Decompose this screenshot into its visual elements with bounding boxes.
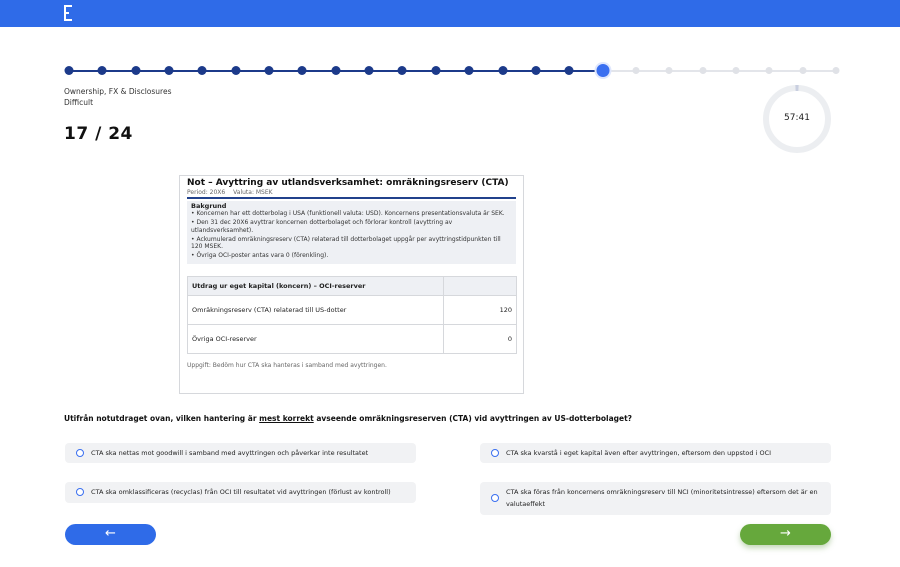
note-subheader: [187, 189, 516, 199]
progress-step: [398, 66, 407, 75]
radio-icon[interactable]: [491, 494, 499, 502]
progress-step: [833, 67, 840, 74]
table-cell-label: Övriga OCI-reserver: [188, 325, 444, 354]
background-bullet: • Övriga OCI-poster antas vara 0 (förenkling).: [191, 252, 329, 259]
progress-step: [465, 66, 474, 75]
top-bar: [0, 0, 900, 27]
next-button[interactable]: [740, 524, 831, 545]
table-cell-value: 120: [444, 296, 517, 325]
answer-option-label: CTA ska föras från koncernens omräkningsreserv till NCI (minoritetsintresse) eftersom det är en valutaeffekt: [506, 488, 818, 508]
arrow-right-icon: →: [780, 526, 791, 541]
progress-step: [732, 67, 739, 74]
progress-step: [498, 66, 507, 75]
table-row: [188, 296, 517, 325]
category-label: Ownership, FX & Disclosures: [64, 87, 172, 96]
background-bullet: • Ackumulerad omräkningsreserv (CTA) relaterad till dotterbolaget uppgår per avyttringstidpunkten till 120 MSEK.: [191, 235, 501, 250]
previous-button[interactable]: [65, 524, 156, 545]
progress-step: [65, 66, 74, 75]
progress-step: [98, 66, 107, 75]
progress-step: [799, 67, 806, 74]
question-emphasis: mest korrekt: [259, 414, 314, 423]
oci-reserves-table: [187, 276, 517, 354]
radio-icon[interactable]: [491, 449, 499, 457]
progress-step: [431, 66, 440, 75]
question-text: [64, 414, 632, 423]
note-title: Not – Avyttring av utlandsverksamhet: omräkningsreserv (CTA): [187, 178, 509, 188]
progress-step: [531, 66, 540, 75]
question-counter: 17 / 24: [64, 124, 133, 144]
progress-step: [331, 66, 340, 75]
answer-option-d[interactable]: [480, 482, 831, 515]
progress-step: [265, 66, 274, 75]
progress-step: [165, 66, 174, 75]
progress-step: [666, 67, 673, 74]
question-text-before: Utifrån notutdraget ovan, vilken hantering är: [64, 414, 260, 423]
progress-step: [699, 67, 706, 74]
answer-option-a[interactable]: [65, 443, 416, 463]
table-header-label: Utdrag ur eget kapital (koncern) – OCI-reserver: [188, 277, 444, 296]
background-bullet: • Den 31 dec 20X6 avyttrar koncernen dotterbolaget och förlorar kontroll (avyttring av utlandsverksamhet).: [191, 219, 453, 234]
table-header-value: [444, 277, 517, 296]
progress-step: [298, 66, 307, 75]
table-cell-label: Omräkningsreserv (CTA) relaterad till US-dotter: [188, 296, 444, 325]
timer-text: 57:41: [784, 113, 810, 123]
radio-icon[interactable]: [76, 488, 84, 496]
progress-step: [231, 66, 240, 75]
progress-step: [632, 67, 639, 74]
progress-step: [365, 66, 374, 75]
background-box: [187, 201, 516, 264]
note-currency: Valuta: MSEK: [233, 189, 273, 196]
answer-option-label: CTA ska nettas mot goodwill i samband med avyttringen och påverkar inte resultatet: [91, 449, 369, 457]
arrow-left-icon: ←: [105, 526, 116, 541]
answer-option-b[interactable]: [480, 443, 831, 463]
note-period: Period: 20X6: [187, 189, 226, 196]
question-progress-bar: [64, 64, 836, 78]
answer-option-label: CTA ska omklassificeras (recyclas) från OCI till resultatet vid avyttringen (förlust av kontroll): [91, 488, 391, 496]
task-text: Uppgift: Bedöm hur CTA ska hanteras i samband med avyttringen.: [187, 362, 387, 369]
table-row: [188, 325, 517, 354]
app-logo-icon[interactable]: [64, 5, 74, 21]
background-title: Bakgrund: [191, 202, 227, 210]
question-meta: [64, 86, 172, 108]
table-cell-value: 0: [444, 325, 517, 354]
progress-step: [766, 67, 773, 74]
note-document: [179, 175, 524, 394]
answer-option-c[interactable]: [65, 482, 416, 503]
progress-step-current: [596, 64, 609, 77]
radio-icon[interactable]: [76, 449, 84, 457]
progress-step: [131, 66, 140, 75]
question-text-after: avseende omräkningsreserven (CTA) vid avyttringen av US-dotterbolaget?: [313, 414, 633, 423]
difficulty-label: Difficult: [64, 98, 94, 107]
background-bullet: • Koncernen har ett dotterbolag i USA (funktionell valuta: USD). Koncernens presentationsvaluta är SEK.: [191, 210, 505, 217]
answer-option-label: CTA ska kvarstå i eget kapital även efter avyttringen, eftersom den uppstod i OCI: [506, 449, 772, 457]
progress-step: [198, 66, 207, 75]
progress-step: [565, 66, 574, 75]
